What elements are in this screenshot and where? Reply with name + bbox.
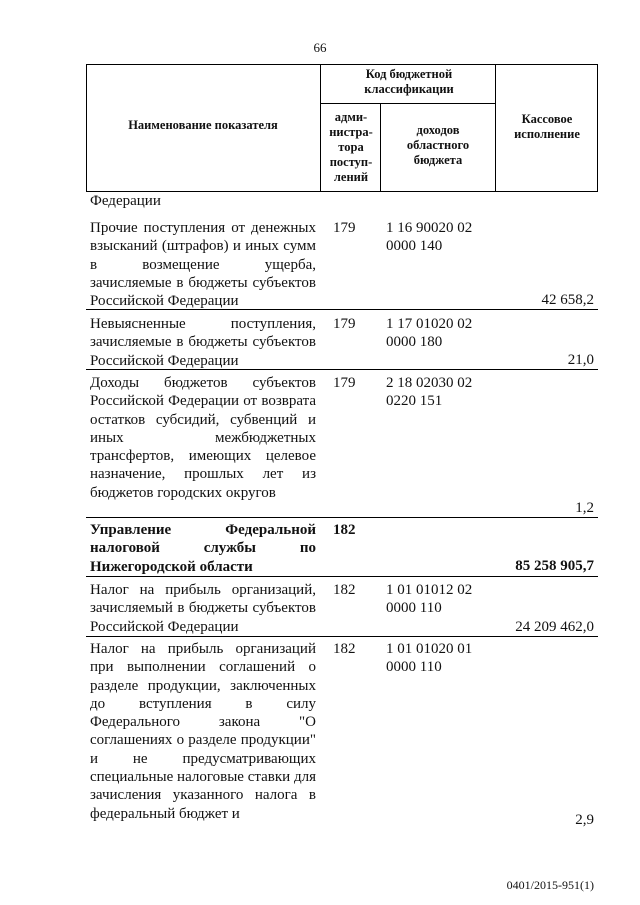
header-admin: адми-нистра-тора поступ-лений	[329, 110, 373, 184]
row-budget-code: 2 18 02030 02 0220 151	[386, 375, 473, 410]
document-code: 0401/2015-951(1)	[506, 878, 594, 892]
row-name: Управление Федеральной налоговой службы по Нижегородской области	[90, 522, 316, 575]
row-admin-code: 182	[333, 582, 356, 598]
page-number: 66	[313, 40, 327, 55]
header-income: доходов областного бюджета	[406, 123, 470, 167]
row-name: Невыясненные поступления, зачисляемые в бюджеты субъектов Российской Федерации	[90, 316, 316, 369]
row-admin-code: 179	[333, 220, 356, 236]
continuation-text: Федерации	[90, 193, 161, 209]
row-admin-code: 179	[333, 316, 356, 332]
row-name: Прочие поступления от денежных взысканий (штрафов) и иных сумм в возмещение ущерба, зачисляемые в бюджеты субъектов Российской Федерации	[90, 220, 316, 310]
row-amount: 1,2	[575, 500, 594, 516]
row-name: Доходы бюджетов субъектов Российской Федерации от возврата остатков субсидий, субвенций и иных межбюджетных трансфертов, имеющих целевое назначение, прошлых лет из бюджетов городских округов	[90, 375, 316, 501]
row-amount: 2,9	[575, 812, 594, 828]
row-admin-code: 182	[333, 641, 356, 657]
row-name: Налог на прибыль организаций, зачисляемый в бюджеты субъектов Российской Федерации	[90, 582, 316, 635]
row-budget-code: 1 01 01012 02 0000 110	[386, 582, 473, 617]
row-divider	[86, 576, 598, 577]
row-divider	[86, 369, 598, 370]
row-budget-code: 1 01 01020 01 0000 110	[386, 641, 473, 676]
row-name: Налог на прибыль организаций при выполнении соглашений о разделе продукции, заключенных до вступления в силу Федерального закона "О соглашениях о разделе продукции" и не предусматривающих специальные налоговые ставки для зачисления указанного налога в федеральный бюджет и	[90, 641, 316, 822]
row-admin-code: 182	[333, 522, 356, 538]
header-amount: Кассовое исполнение	[514, 112, 580, 141]
row-divider	[86, 636, 598, 637]
row-amount: 21,0	[567, 352, 594, 368]
row-budget-code: 1 16 90020 02 0000 140	[386, 220, 473, 255]
row-admin-code: 179	[333, 375, 356, 391]
row-divider	[86, 517, 598, 518]
row-amount: 24 209 462,0	[515, 619, 594, 635]
row-divider	[86, 309, 598, 310]
row-budget-code: 1 17 01020 02 0000 180	[386, 316, 473, 351]
header-code-group: Код бюджетной классификации	[364, 67, 454, 96]
row-amount: 42 658,2	[541, 292, 594, 308]
row-amount: 85 258 905,7	[515, 558, 594, 574]
header-name: Наименование показателя	[128, 118, 278, 132]
